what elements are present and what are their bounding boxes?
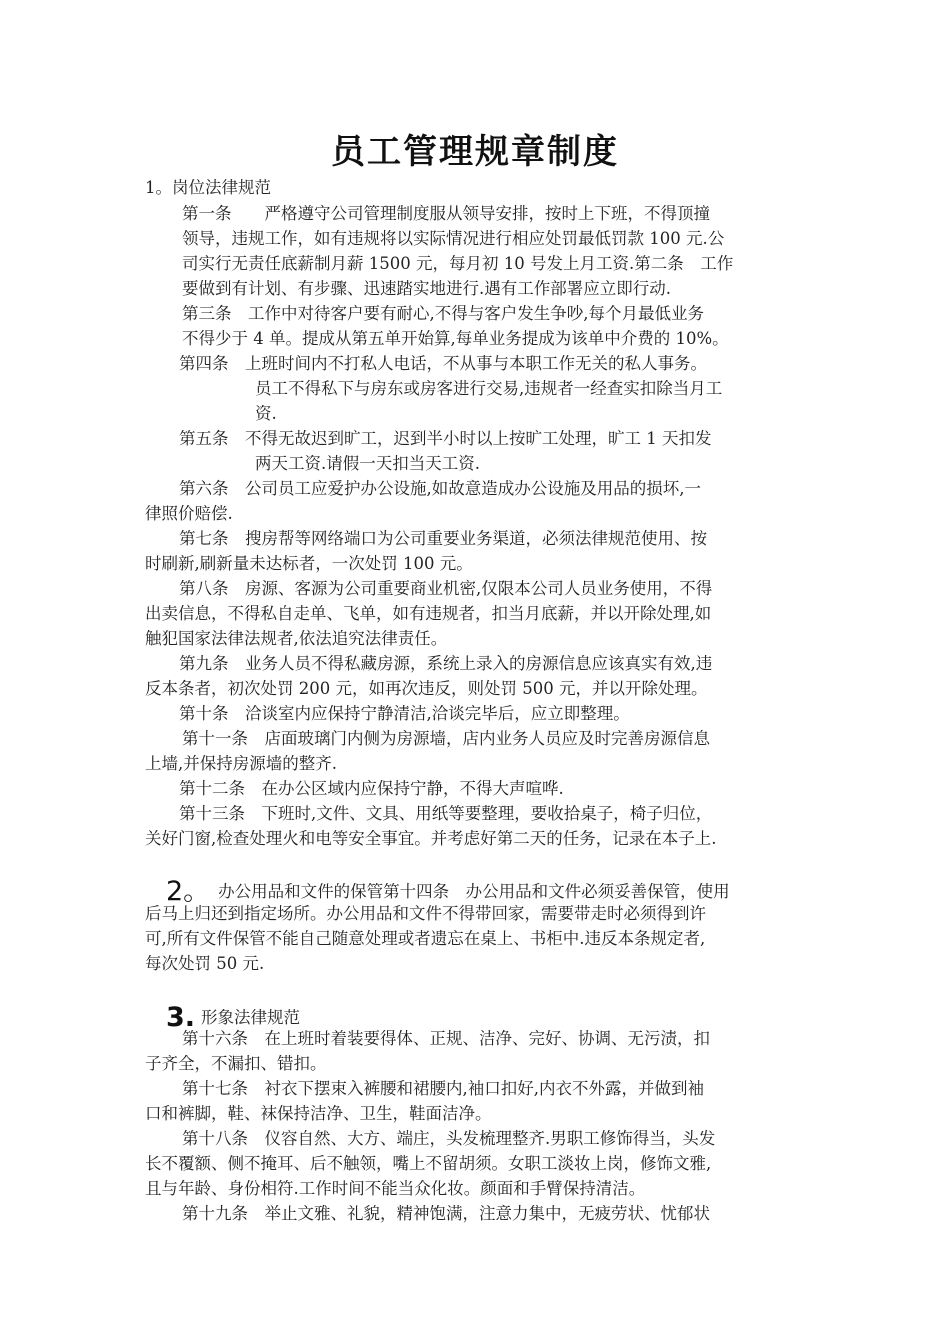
document-title: 员工管理规章制度 (331, 132, 619, 172)
paragraph-line: 第十九条 举止文雅、礼貌，精神饱满，注意力集中，无疲劳状、忧郁状 (182, 1204, 710, 1223)
paragraph-line: 第十条 洽谈室内应保持宁静清洁,洽谈完毕后，应立即整理。 (179, 704, 630, 723)
paragraph-line: 且与年龄、身份相符.工作时间不能当众化妆。颜面和手臂保持清洁。 (145, 1179, 646, 1198)
paragraph-line: 可,所有文件保管不能自己随意处理或者遗忘在桌上、书柜中.违反本条规定者, (145, 929, 706, 948)
paragraph-line: 第十一条 店面玻璃门内侧为房源墙，店内业务人员应及时完善房源信息 (182, 729, 710, 748)
paragraph-line: 上墙,并保持房源墙的整齐. (145, 754, 337, 773)
paragraph-line: 不得少于 4 单。提成从第五单开始算,每单业务提成为该单中介费的 10%。 (182, 329, 729, 348)
paragraph-line: 第五条 不得无故迟到旷工，迟到半小时以上按旷工处理，旷工 1 天扣发 (179, 429, 712, 448)
paragraph-line: 第九条 业务人员不得私藏房源，系统上录入的房源信息应该真实有效,违 (179, 654, 713, 673)
paragraph-line: 第十八条 仪容自然、大方、端庄，头发梳理整齐.男职工修饰得当，头发 (182, 1129, 716, 1148)
paragraph-line: 第七条 搜房帮等网络端口为公司重要业务渠道，必须法律规范使用、按 (179, 529, 707, 548)
section-heading: 形象法律规范 (201, 1008, 301, 1027)
paragraph-line: 两天工资.请假一天扣当天工资. (255, 454, 480, 473)
paragraph-line: 第六条 公司员工应爱护办公设施,如故意造成办公设施及用品的损坏,一 (179, 479, 701, 498)
paragraph-line: 第四条 上班时间内不打私人电话，不从事与本职工作无关的私人事务。 (179, 354, 707, 373)
paragraph-line: 反本条者，初次处罚 200 元，如再次违反，则处罚 500 元，并以开除处理。 (145, 679, 708, 698)
paragraph-line: 司实行无责任底薪制月薪 1500 元，每月初 10 号发上月工资.第二条 工作 (182, 254, 734, 273)
paragraph-line: 长不覆额、侧不掩耳、后不触领，嘴上不留胡须。女职工淡妆上岗，修饰文雅, (145, 1154, 712, 1173)
paragraph-line: 第八条 房源、客源为公司重要商业机密,仅限本公司人员业务使用，不得 (179, 579, 713, 598)
paragraph-line: 关好门窗,检查处理火和电等安全事宜。并考虑好第二天的任务，记录在本子上. (145, 829, 717, 848)
paragraph-line: 第十三条 下班时,文件、文具、用纸等要整理，要收拾桌子，椅子归位， (179, 804, 713, 823)
paragraph-line: 口和裤脚，鞋、袜保持洁净、卫生，鞋面洁净。 (145, 1104, 492, 1123)
section-heading: 1。岗位法律规范 (145, 178, 271, 197)
paragraph-line: 领导，违规工作，如有违规将以实际情况进行相应处罚最低罚款 100 元.公 (182, 229, 725, 248)
paragraph-line: 资. (255, 404, 277, 423)
paragraph-line: 第十七条 衬衣下摆束入裤腰和裙腰内,袖口扣好,内衣不外露，并做到袖 (182, 1079, 704, 1098)
paragraph-line: 办公用品和文件的保管第十四条 办公用品和文件必须妥善保管，使用 (218, 882, 730, 901)
paragraph-line: 第三条 工作中对待客户要有耐心,不得与客户发生争吵,每个月最低业务 (182, 304, 704, 323)
paragraph-line: 出卖信息，不得私自走单、飞单，如有违规者，扣当月底薪，并以开除处理,如 (145, 604, 712, 623)
paragraph-line: 要做到有计划、有步骤、迅速踏实地进行.遇有工作部署应立即行动. (182, 279, 671, 298)
paragraph-line: 律照价赔偿. (145, 504, 233, 523)
paragraph-line: 触犯国家法律法规者,依法追究法律责任。 (145, 629, 448, 648)
paragraph-line: 第十六条 在上班时着装要得体、正规、洁净、完好、协调、无污渍，扣 (182, 1029, 710, 1048)
section-number: 3. (165, 1002, 196, 1033)
paragraph-line: 员工不得私下与房东或房客进行交易,违规者一经查实扣除当月工 (255, 379, 723, 398)
paragraph-line: 第十二条 在办公区域内应保持宁静，不得大声喧哗. (179, 779, 564, 798)
paragraph-line: 子齐全，不漏扣、错扣。 (145, 1054, 327, 1073)
section-number: 2。 (165, 876, 211, 907)
paragraph-line: 第一条 严格遵守公司管理制度服从领导安排，按时上下班，不得顶撞 (182, 204, 710, 223)
paragraph-line: 每次处罚 50 元. (145, 954, 265, 973)
paragraph-line: 后马上归还到指定场所。办公用品和文件不得带回家，需要带走时必须得到许 (145, 904, 706, 923)
paragraph-line: 时刷新,刷新量未达标者，一次处罚 100 元。 (145, 554, 473, 573)
